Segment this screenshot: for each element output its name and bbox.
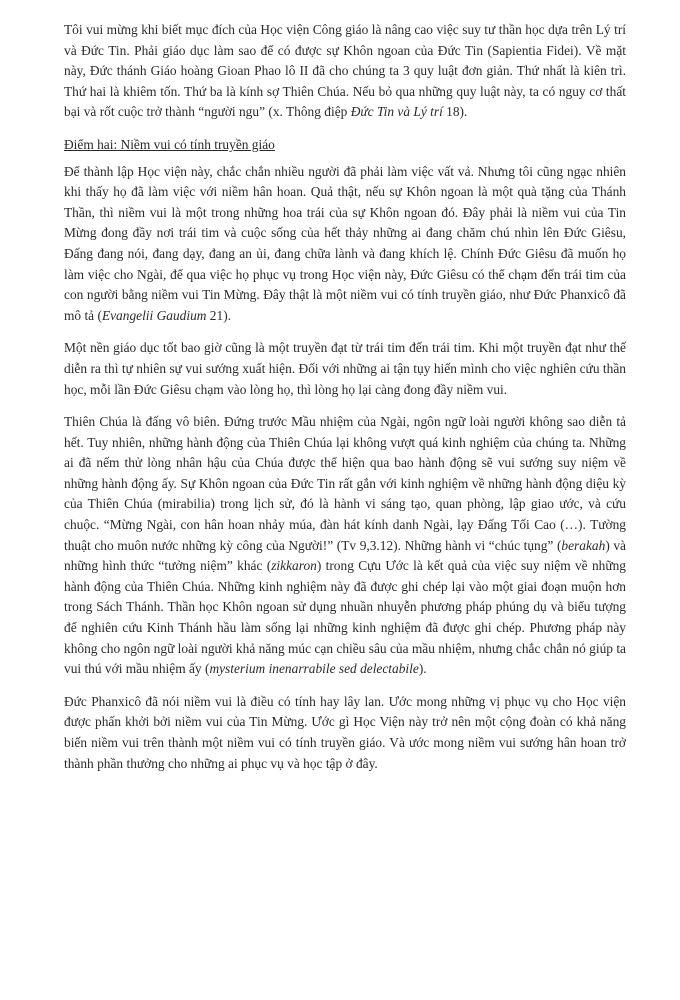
paragraph-1-text: Tôi vui mừng khi biết mục đích của Học viện Công giáo là nâng cao việc suy tư thần học dựa trên Lý trí và Đức Tin. Phải giáo dục làm sao để có được sự Khôn ngoan của Đức Tin (Sapientia Fidei). Về mặt này, Đức thánh Giáo hoàng Gioan Phao lô II đã cho chúng ta 3 quy luật đơn giản. Thứ nhất là kiên trì. Thứ hai là khiêm tốn. Thứ ba là kính sợ Thiên Chúa. Nếu bỏ qua những quy luật này, ta có nguy cơ thất bại và rốt cuộc trở thành “người ngu” (x. Thông điệp [64,22,626,120]
paragraph-1-citation: Đức Tin và Lý trí [350,104,443,120]
paragraph-4-text: Thiên Chúa là đấng vô biên. Đứng trước Mầu nhiệm của Ngài, ngôn ngữ loài người không sao diễn tả hết. Tuy nhiên, những hành động của Thiên Chúa lại không vượt quá kinh nghiệm của chúng ta. Những ai đã nếm thử lòng nhân hậu của Chúa được thể hiện qua bao hành động sẽ vui sướng suy niệm về những hành động ấy. Sự Khôn ngoan của Đức Tin rất gắn với kinh nghiệm về những hành động diệu kỳ của Thiên Chúa (mirabilia) trong lịch sử, đó là hành vi sáng tạo, quan phòng, lập giao ước, và cứu chuộc. “Mừng Ngài, con hân hoan nhảy múa, đàn hát kính danh Ngài, lạy Đấng Tối Cao (…). Tường thuật cho muôn nước những kỳ công của Người!” (Tv 9,3.12). Những hành vi “chúc tụng” ( [64,414,626,553]
paragraph-4-text-3: ) trong Cựu Ước là kết quả của việc suy niệm về những hành động của Thiên Chúa. Những kinh nghiệm này đã được ghi chép lại vào một giai đoạn muộn hơn trong Sách Thánh. Thần học Khôn ngoan sử dụng nhuần nhuyễn phương pháp phúng dụ và biểu tượng để nghiên cứu Kinh Thánh hầu làm sống lại những kinh nghiệm đã được ghi chép. Phương pháp này không cho ngôn ngữ loài người khả năng múc cạn chiều sâu của mầu nhiệm, nhưng chắc chắn nó giúp ta vui thú với mầu nhiệm ấy ( [64,558,626,677]
document-page [64,20,626,786]
paragraph-2-text: Để thành lập Học viện này, chắc chắn nhiều người đã phải làm việc vất vả. Nhưng tôi cũng ngạc nhiên khi thấy họ đã làm việc với niềm hân hoan. Quả thật, nếu sự Khôn ngoan là một quà tặng của Thánh Thần, thì niềm vui là một trong những hoa trái của sự Khôn ngoan đó. Đây phải là niềm vui của Tin Mừng đong đầy nơi trái tim và cuộc sống của hết thảy những ai đang chăm chú nhìn lên Đức Giêsu, Đấng đang nói, đang dạy, đang an ủi, đang chữa lành và đang khích lệ. Chính Đức Giêsu đã muốn họ làm việc cho Ngài, để qua việc họ phục vụ trong Học viện này, Đức Giêsu có thể chạm đến trái tim của con người bằng niềm vui Tin Mừng. Đây thật là một niềm vui có tính truyền giáo, như Đức Phanxicô đã mô tả ( [64,163,626,323]
paragraph-4-text-2: ) và những hình thức “tưởng niệm” khác ( [64,537,627,574]
paragraph-5 [64,692,626,774]
paragraph-5-text: Đức Phanxicô đã nói niềm vui là điều có tính hay lây lan. Ước mong những vị phục vụ cho Học viện được phấn khởi bởi niềm vui của Tin Mừng. Ước gì Học Viện này trở nên một cộng đoàn có khả năng biến niềm vui trên thành một niềm vui có tính truyền giáo. Và ước mong niềm vui sướng hân hoan trở thành phần thưởng cho những ai phục vụ và học tập ở đây. [64,693,626,771]
paragraph-2-text-end: 21). [206,307,231,323]
section-heading: Điểm hai: Niềm vui có tính truyền giáo [64,136,275,152]
paragraph-4 [64,412,626,680]
paragraph-3 [64,338,626,400]
paragraph-2 [64,162,626,327]
paragraph-4-term-zikkaron: zikkaron [271,558,317,574]
paragraph-4-text-end: ). [418,661,427,677]
paragraph-2-citation: Evangelii Gaudium [101,307,207,323]
paragraph-4-term-berakah: berakah [561,537,606,553]
paragraph-4-latin-phrase: mysterium inenarrabile sed delectabile [209,661,419,677]
paragraph-3-text: Một nền giáo dục tốt bao giờ cũng là một truyền đạt từ trái tim đến trái tim. Khi một truyền đạt như thế diễn ra thì tự nhiên sự vui sướng xuất hiện. Đối với những ai tận tụy hiến mình cho việc nghiên cứu thần học, mỗi lần Đức Giêsu chạm vào lòng họ, thì lòng họ lại càng đong đầy niềm vui. [64,340,626,397]
paragraph-1-text-end: 18). [442,104,468,120]
paragraph-1 [64,20,626,123]
